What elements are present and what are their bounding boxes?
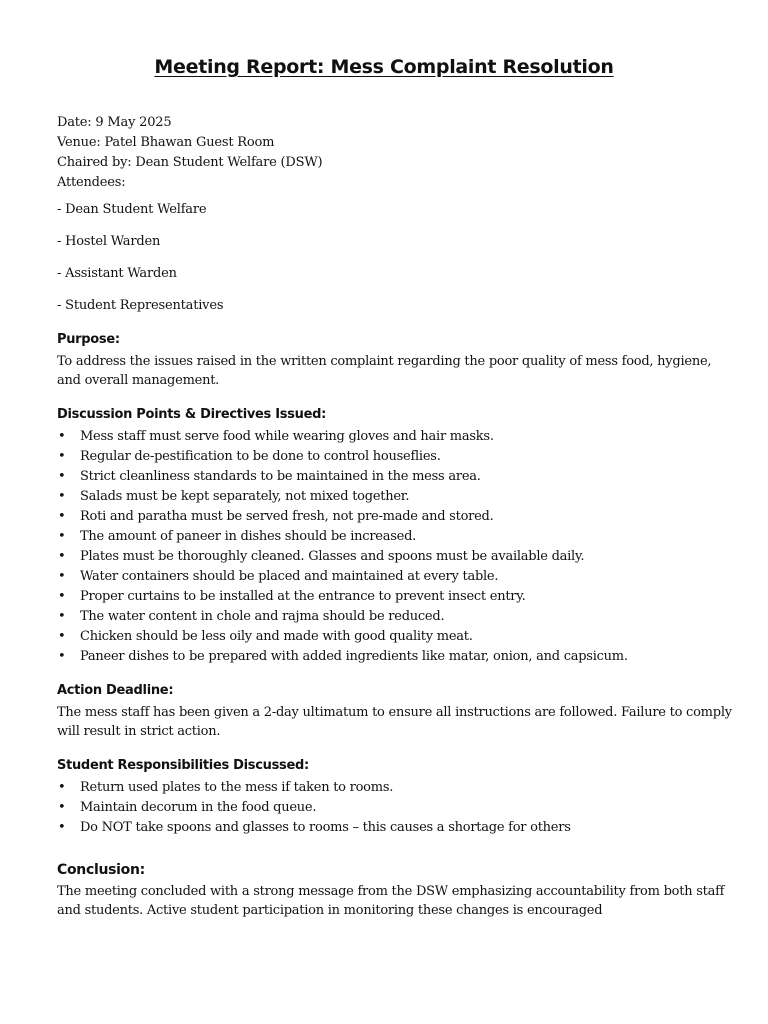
conclusion-heading: Conclusion: xyxy=(57,862,145,878)
list-item xyxy=(57,778,737,798)
responsibilities-list xyxy=(57,778,737,838)
discussion-heading: Discussion Points & Directives Issued: xyxy=(57,407,326,422)
attendee-item: - Assistant Warden xyxy=(57,266,177,281)
list-item xyxy=(57,507,737,527)
bullet-icon: • xyxy=(58,549,66,564)
bullet-icon: • xyxy=(58,820,66,835)
meeting-details xyxy=(57,113,322,193)
list-item xyxy=(57,818,737,838)
purpose-text: To address the issues raised in the written complaint regarding the poor quality of mess food, hygiene, and overall management. xyxy=(57,354,712,388)
list-item xyxy=(57,487,737,507)
attendees-label: Attendees: xyxy=(57,175,126,190)
list-item xyxy=(57,427,737,447)
list-item-text: Proper curtains to be installed at the entrance to prevent insect entry. xyxy=(80,589,526,604)
bullet-icon: • xyxy=(58,429,66,444)
responsibilities-heading: Student Responsibilities Discussed: xyxy=(57,758,309,773)
list-item-text: Return used plates to the mess if taken to rooms. xyxy=(80,780,394,795)
list-item xyxy=(57,798,737,818)
list-item xyxy=(57,467,737,487)
list-item xyxy=(57,607,737,627)
attendee-item: - Student Representatives xyxy=(57,298,224,313)
bullet-icon: • xyxy=(58,489,66,504)
list-item xyxy=(57,647,737,667)
list-item-text: Regular de-pestification to be done to control houseflies. xyxy=(80,449,441,464)
meeting-date: Date: 9 May 2025 xyxy=(57,115,172,130)
attendee-item: - Hostel Warden xyxy=(57,234,161,249)
deadline-text: The mess staff has been given a 2-day ultimatum to ensure all instructions are followed. Failure to comply will result in strict action. xyxy=(57,705,732,739)
purpose-heading: Purpose: xyxy=(57,332,120,347)
list-item-text: Mess staff must serve food while wearing gloves and hair masks. xyxy=(80,429,494,444)
bullet-icon: • xyxy=(58,649,66,664)
list-item xyxy=(57,527,737,547)
bullet-icon: • xyxy=(58,780,66,795)
bullet-icon: • xyxy=(58,469,66,484)
bullet-icon: • xyxy=(58,629,66,644)
list-item-text: Do NOT take spoons and glasses to rooms – this causes a shortage for others xyxy=(80,820,571,835)
list-item-text: Plates must be thoroughly cleaned. Glasses and spoons must be available daily. xyxy=(80,549,585,564)
list-item-text: Chicken should be less oily and made with good quality meat. xyxy=(80,629,473,644)
discussion-list xyxy=(57,427,737,667)
page-title: Meeting Report: Mess Complaint Resolution xyxy=(154,56,614,78)
meeting-chair: Chaired by: Dean Student Welfare (DSW) xyxy=(57,155,323,170)
list-item-text: Roti and paratha must be served fresh, not pre-made and stored. xyxy=(80,509,494,524)
list-item-text: Maintain decorum in the food queue. xyxy=(80,800,317,815)
deadline-heading: Action Deadline: xyxy=(57,683,174,698)
list-item-text: Strict cleanliness standards to be maintained in the mess area. xyxy=(80,469,481,484)
list-item-text: Water containers should be placed and maintained at every table. xyxy=(80,569,499,584)
bullet-icon: • xyxy=(58,800,66,815)
list-item-text: Salads must be kept separately, not mixed together. xyxy=(80,489,410,504)
bullet-icon: • xyxy=(58,589,66,604)
bullet-icon: • xyxy=(58,509,66,524)
bullet-icon: • xyxy=(58,529,66,544)
list-item xyxy=(57,627,737,647)
list-item-text: Paneer dishes to be prepared with added ingredients like matar, onion, and capsicum. xyxy=(80,649,628,664)
list-item-text: The amount of paneer in dishes should be increased. xyxy=(80,529,417,544)
list-item-text: The water content in chole and rajma should be reduced. xyxy=(80,609,445,624)
list-item xyxy=(57,587,737,607)
conclusion-text: The meeting concluded with a strong message from the DSW emphasizing accountability from both staff and students. Active student participation in monitoring these changes is encouraged xyxy=(57,884,725,918)
bullet-icon: • xyxy=(58,449,66,464)
meeting-venue: Venue: Patel Bhawan Guest Room xyxy=(57,135,275,150)
list-item xyxy=(57,567,737,587)
attendee-item: - Dean Student Welfare xyxy=(57,202,207,217)
list-item xyxy=(57,447,737,467)
list-item xyxy=(57,547,737,567)
bullet-icon: • xyxy=(58,609,66,624)
bullet-icon: • xyxy=(58,569,66,584)
